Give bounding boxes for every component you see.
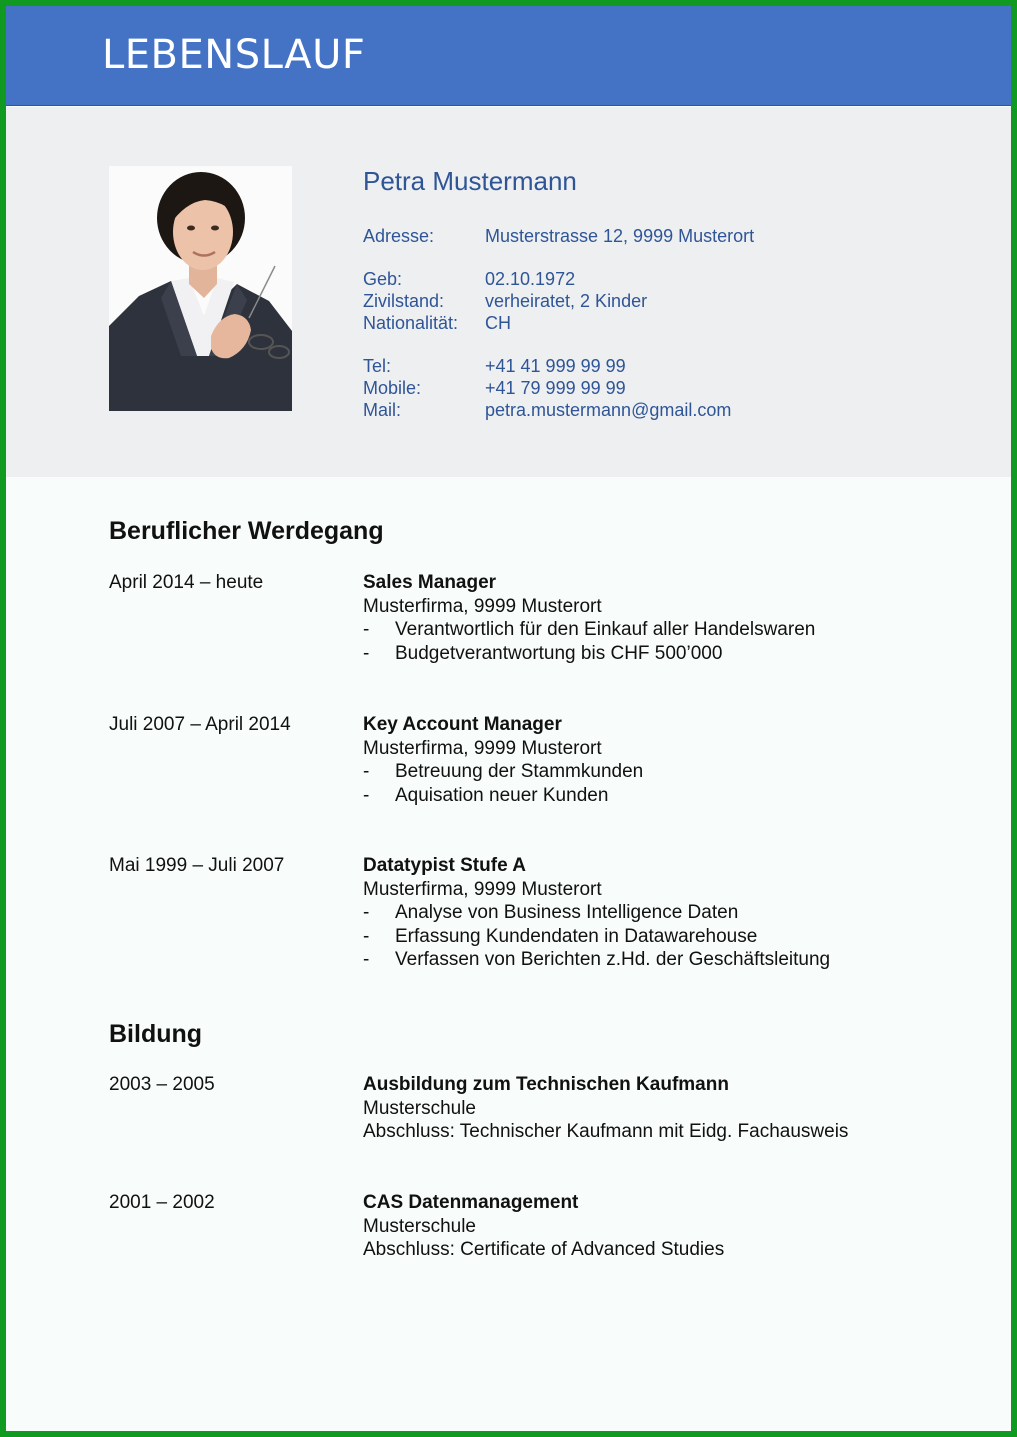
- entry-date: 2001 – 2002: [109, 1192, 215, 1213]
- entry-role: Datatypist Stufe A: [363, 855, 526, 876]
- candidate-name: Petra Mustermann: [363, 166, 577, 196]
- entry-result: Abschluss: Certificate of Advanced Studies: [363, 1239, 725, 1261]
- entry-company: Musterfirma, 9999 Musterort: [363, 595, 602, 617]
- entry-body: [363, 1191, 983, 1262]
- info-value: Musterstrasse 12, 9999 Musterort: [485, 226, 755, 246]
- info-label: Mobile:: [363, 378, 422, 398]
- bullet-dash: -: [363, 925, 370, 947]
- entry-company: Musterfirma, 9999 Musterort: [363, 878, 602, 900]
- education-heading: Bildung: [109, 1020, 203, 1048]
- entry-body: [363, 1073, 983, 1144]
- info-value: petra.mustermann@gmail.com: [485, 400, 732, 420]
- entry-school: Musterschule: [363, 1215, 476, 1237]
- entry-bullet: [363, 642, 983, 666]
- entry-school: Musterschule: [363, 1097, 476, 1119]
- entry-date: Mai 1999 – Juli 2007: [109, 855, 285, 876]
- bullet-dash: -: [363, 902, 370, 924]
- bullet-text: Aquisation neuer Kunden: [395, 784, 609, 806]
- entry-bullet: [363, 618, 983, 642]
- info-label: Mail:: [363, 400, 402, 420]
- entry-bullet: [363, 760, 983, 784]
- info-label: Tel:: [363, 356, 392, 376]
- entry-role: Ausbildung zum Technischen Kaufmann: [363, 1074, 729, 1095]
- entry-date: April 2014 – heute: [109, 572, 264, 593]
- info-label: Zivilstand:: [363, 291, 445, 311]
- info-label: Adresse:: [363, 226, 435, 246]
- bullet-text: Betreuung der Stammkunden: [395, 761, 644, 783]
- entry-body: [363, 713, 983, 807]
- entry-role: Key Account Manager: [363, 714, 562, 735]
- entry-bullet: [363, 901, 983, 925]
- entry-role: Sales Manager: [363, 572, 497, 593]
- info-value: +41 79 999 99 99: [485, 378, 626, 398]
- title-banner: [6, 6, 1011, 106]
- entry-company: Musterfirma, 9999 Musterort: [363, 737, 602, 759]
- info-value: 02.10.1972: [485, 269, 576, 289]
- portrait-illustration: [109, 166, 292, 411]
- info-value: verheiratet, 2 Kinder: [485, 291, 648, 311]
- profile-photo: [109, 166, 292, 411]
- entry-date: Juli 2007 – April 2014: [109, 714, 291, 735]
- bullet-text: Verfassen von Berichten z.Hd. der Geschäftsleitung: [395, 949, 831, 971]
- document-title: LEBENSLAUF: [102, 32, 366, 78]
- career-heading: Beruflicher Werdegang: [109, 517, 384, 545]
- entry-result: Abschluss: Technischer Kaufmann mit Eidg. Fachausweis: [363, 1121, 849, 1143]
- info-label: Geb:: [363, 269, 403, 289]
- bullet-dash: -: [363, 949, 370, 971]
- bullet-text: Erfassung Kundendaten in Datawarehouse: [395, 925, 758, 947]
- entry-bullet: [363, 925, 983, 949]
- bullet-text: Analyse von Business Intelligence Daten: [395, 902, 739, 924]
- bullet-dash: -: [363, 642, 370, 664]
- entry-date: 2003 – 2005: [109, 1074, 215, 1095]
- info-label: Nationalität:: [363, 313, 459, 333]
- bullet-dash: -: [363, 619, 370, 641]
- bullet-dash: -: [363, 761, 370, 783]
- entry-body: [363, 854, 983, 972]
- entry-role: CAS Datenmanagement: [363, 1192, 579, 1213]
- entry-body: [363, 571, 983, 665]
- entry-bullet: [363, 784, 983, 808]
- entry-bullet: [363, 948, 983, 972]
- info-value: CH: [485, 313, 511, 333]
- bullet-dash: -: [363, 784, 370, 806]
- bullet-text: Verantwortlich für den Einkauf aller Handelswaren: [395, 619, 816, 641]
- info-value: +41 41 999 99 99: [485, 356, 626, 376]
- bullet-text: Budgetverantwortung bis CHF 500’000: [395, 642, 723, 664]
